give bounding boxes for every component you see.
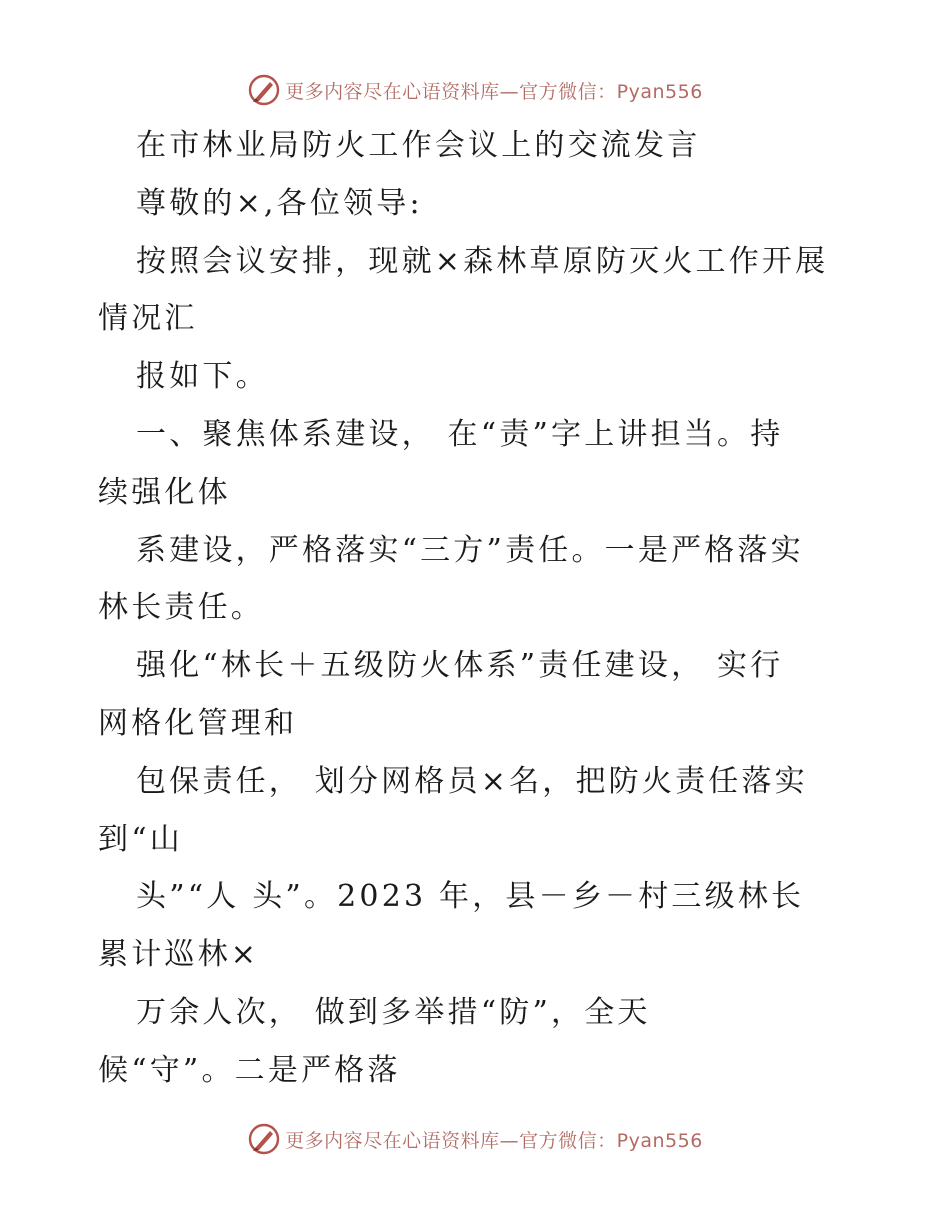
text-line: 情况汇 [98,301,198,337]
text-line: 头”“人 头”。2023 年，县－乡－村三级林长 [136,879,805,915]
text-line: 网格化管理和 [98,705,298,741]
pen-logo-icon [247,1122,281,1156]
watermark-text: 更多内容尽在心语资料库—官方微信：Pyan556 [285,1129,703,1152]
text-line: 万余人次， 做到多举措“防”，全天 [136,994,651,1030]
text-line: 强化“林长＋五级防火体系”责任建设， 实行 [136,648,784,684]
text-line: 系建设，严格落实“三方”责任。一是严格落实 [136,532,804,568]
text-line: 包保责任， 划分网格员×名，把防火责任落实 [136,763,808,799]
text-line: 一、聚焦体系建设， 在“责”字上讲担当。持 [136,416,784,452]
text-line: 按照会议安排，现就×森林草原防灭火工作开展 [136,243,829,279]
text-line: 续强化体 [98,474,231,510]
document-body [98,117,858,1100]
header-watermark [0,70,950,110]
text-line: 在市林业局防火工作会议上的交流发言 [136,128,701,163]
text-line: 林长责任。 [98,590,264,626]
text-line: 到“山 [98,821,183,857]
footer-watermark [0,1119,950,1159]
text-line: 尊敬的×,各位领导: [136,185,423,221]
text-line: 累计巡林× [98,937,260,973]
pen-logo-icon [247,73,281,107]
text-line: 报如下。 [136,359,269,395]
watermark-text: 更多内容尽在心语资料库—官方微信：Pyan556 [285,80,703,103]
text-line: 候“守”。二是严格落 [98,1052,401,1088]
